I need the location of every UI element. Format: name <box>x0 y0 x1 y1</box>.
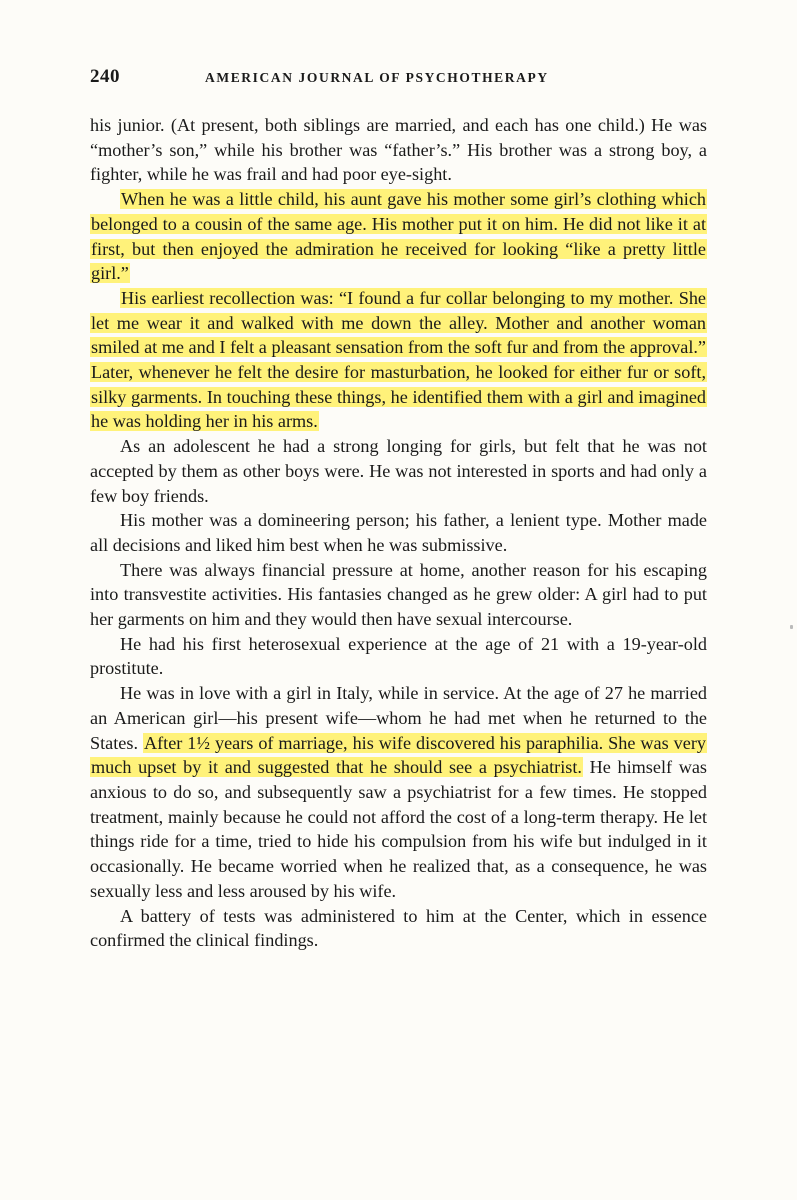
highlighted-text: After 1½ years of marriage, his wife discovered his paraphilia. She was very much upset by it and suggested that he should see a psychiatrist. <box>91 732 706 778</box>
text-segment: A battery of tests was administered to him at the Center, which in essence confirmed the clinical findings. <box>90 905 707 951</box>
page-number: 240 <box>90 66 120 87</box>
text-segment: As an adolescent he had a strong longing for girls, but felt that he was not accepted by them as other boys were. He was not interested in sports and had only a few boy friends. <box>90 436 707 506</box>
text-segment: He was in love with a girl in Italy, while in service. At the age of 27 he married an American girl—his present wife—whom he had met when he returned to the States. <box>90 683 707 753</box>
highlighted-text: When he was a little child, his aunt gave his mother some girl’s clothing which belonged to a cousin of the same age. His mother put it on him. He did not like it at first, but then enjoyed the admiration he received for looking “like a pretty little girl.” <box>91 189 706 284</box>
highlighted-text: His earliest recollection was: “I found a fur collar belonging to my mother. She let me wear it and walked with me down the alley. Mother and another woman smiled at me and I felt a pleasant sensation from the soft fur and from the approval.” Later, whenever he felt the desire for masturbation, he looked for either fur or soft, silky garments. In touching these things, he identified them with a girl and imagined he was holding her in his arms. <box>91 287 706 432</box>
text-segment: His mother was a domineering person; his father, a lenient type. Mother made all decisions and liked him best when he was submissive. <box>90 510 707 555</box>
page-header <box>90 66 710 90</box>
paragraph <box>90 904 707 953</box>
paragraph <box>90 434 707 508</box>
paragraph <box>90 286 707 434</box>
paragraph <box>90 187 707 286</box>
running-head: AMERICAN JOURNAL OF PSYCHOTHERAPY <box>205 70 549 85</box>
paragraph <box>90 508 707 557</box>
margin-speck <box>790 625 793 629</box>
text-segment: There was always financial pressure at home, another reason for his escaping into transvestite activities. His fantasies changed as he grew older: A girl had to put her garments on him and they would then have sexual intercourse. <box>90 559 707 630</box>
text-segment: his junior. (At present, both siblings are married, and each has one child.) He was “mother’s son,” while his brother was “father’s.” His brother was a strong boy, a fighter, while he was frail and had poor eye-sight. <box>90 115 707 185</box>
paragraph <box>90 681 707 903</box>
text-segment: He had his first heterosexual experience at the age of 21 with a 19-year-old prostitute. <box>90 633 707 679</box>
paragraph <box>90 113 707 187</box>
paragraph <box>90 558 707 632</box>
text-segment: He himself was anxious to do so, and subsequently saw a psychiatrist for a few times. He stopped treatment, mainly because he could not afford the cost of a long-term therapy. He let things ride for a time, tried to hide his compulsion from his wife but indulged in it occasionally. He became worried when he realized that, as a consequence, he was sexually less and less aroused by his wife. <box>90 757 708 901</box>
paragraph <box>90 632 707 681</box>
body-text <box>90 113 707 953</box>
